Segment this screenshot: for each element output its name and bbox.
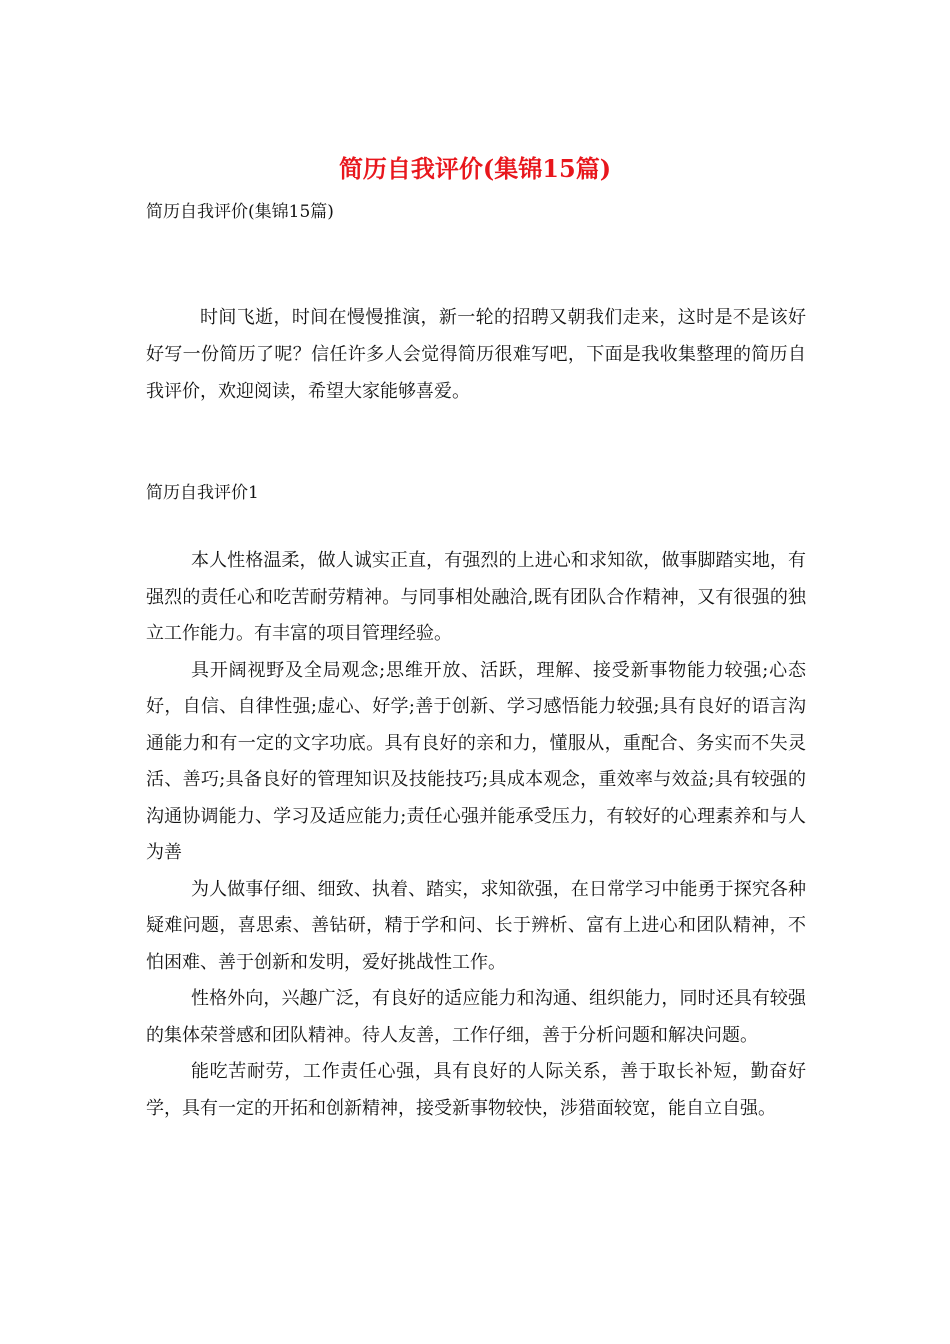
body-paragraph: 性格外向，兴趣广泛，有良好的适应能力和沟通、组织能力，同时还具有较强的集体荣誉感和团队精神。待人友善，工作仔细，善于分析问题和解决问题。 <box>146 988 806 1046</box>
body-paragraph: 为人做事仔细、细致、执着、踏实，求知欲强，在日常学习中能勇于探究各种疑难问题，喜思索、善钻研，精于学和问、长于辨析、富有上进心和团队精神，不怕困难、善于创新和发明，爱好挑战性工作。 <box>146 878 806 973</box>
intro-paragraph: 时间飞逝，时间在慢慢推演，新一轮的招聘又朝我们走来，这时是不是该好好写一份简历了呢？信任许多人会觉得简历很难写吧，下面是我收集整理的简历自我评价，欢迎阅读，希望大家能够喜爱。 <box>146 307 806 402</box>
body-paragraph: 具开阔视野及全局观念;思维开放、活跃，理解、接受新事物能力较强;心态好，自信、自律性强;虚心、好学;善于创新、学习感悟能力较强;具有良好的语言沟通能力和有一定的文字功底。具有良好的亲和力，懂服从，重配合、务实而不失灵活、善巧;具备良好的管理知识及技能技巧;具成本观念，重效率与效益;具有较强的沟通协调能力、学习及适应能力;责任心强并能承受压力，有较好的心理素养和与人为善 <box>146 659 806 863</box>
document-subtitle: 简历自我评价(集锦15篇) <box>146 202 334 222</box>
document-title: 简历自我评价(集锦15篇) <box>338 154 612 183</box>
section-heading: 简历自我评价1 <box>146 483 259 503</box>
body-paragraph: 能吃苦耐劳，工作责任心强，具有良好的人际关系，善于取长补短，勤奋好学，具有一定的开拓和创新精神，接受新事物较快，涉猎面较宽，能自立自强。 <box>146 1061 806 1119</box>
section-body <box>146 543 806 1127</box>
body-paragraph: 本人性格温柔，做人诚实正直，有强烈的上进心和求知欲，做事脚踏实地，有强烈的责任心和吃苦耐劳精神。与同事相处融洽,既有团队合作精神，又有很强的独立工作能力。有丰富的项目管理经验。 <box>146 550 806 644</box>
